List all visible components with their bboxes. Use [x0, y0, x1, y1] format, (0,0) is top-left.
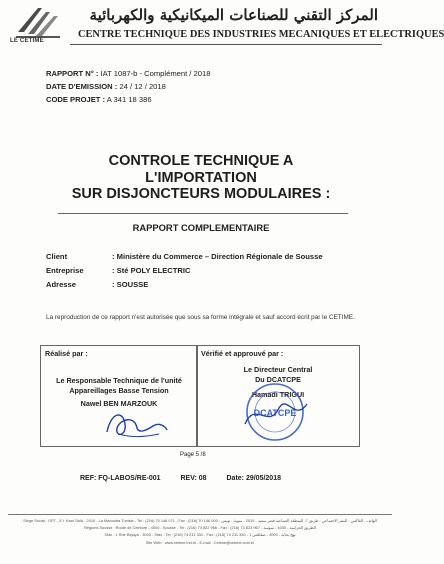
entreprise-value: : Sté POLY ELECTRIC [112, 266, 191, 275]
footer-line-2: Régions Sousse : Route de Ceinture - 4000 - Sousse - Tel : (216) 73 822 966 - Fax : (216) 73 823 967 - الطريق الحزامية - 4000 - سوسة [84, 525, 316, 530]
project-code-value: A 341 18 386 [106, 95, 152, 104]
adresse-value: : SOUSSE [112, 280, 149, 289]
footer-line-3: Sfax : 1 Rue Bejaya - 3000 - Sfax - Tel : (216) 74 211 331 - Fax : (216) 74 211 330 - 1 نهج بجاية - 3000 - صفاقس [104, 532, 296, 537]
emission-date-value: 24 / 12 / 2018 [119, 82, 166, 91]
realise-par-role [41, 376, 197, 395]
logo-caption: LE CETIME [10, 38, 44, 44]
footer-line-4: Site Web : www.cetime.ind.tn - E-mail : Cetime@cetime.com.tn [145, 540, 255, 545]
realise-par-header: Réalisé par : [45, 349, 88, 358]
page-number: Page 5 /8 [180, 452, 206, 458]
revision: REV: 08 [180, 475, 207, 482]
title-line-1: CONTROLE TECHNIQUE A [108, 153, 294, 169]
client-value: : Ministère du Commerce – Direction Régionale de Sousse [112, 252, 323, 261]
svg-text:DCATCPE: DCATCPE [253, 408, 297, 418]
verifie-par-header: Vérifié et approuvé par : [201, 349, 284, 358]
title-line-2: L'IMPORTATION [145, 169, 257, 186]
emission-date-row [46, 80, 210, 93]
document-subtitle: RAPPORT COMPLEMENTAIRE [132, 222, 270, 233]
report-meta [46, 67, 210, 106]
title-line-3: SUR DISJONCTEURS MODULAIRES : [71, 186, 331, 202]
entreprise-label: Entreprise [46, 266, 84, 275]
report-number-row [46, 67, 210, 80]
organization-name: CENTRE TECHNIQUE DES INDUSTRIES MECANIQUES ET ELECTRIQUES [78, 29, 444, 40]
footer-line-1: Siège Social : GP7 - Z.I. Ksar Saïd - 2010 - La Manouba Tunisie - Tel : (216) 70 146 071 - Fax : (216) 70 146 000 - الهاتف - الفاكس - المقر الاجتماعي : طريق 7، المنطقة الصناعية قصر سعيد - 2010 - منوبة - تونس [23, 518, 377, 523]
arabic-organization-name: المركز التقني للصناعات الميكانيكية والكهربائية [89, 6, 378, 24]
document-reference [80, 475, 299, 482]
project-code-row [46, 93, 210, 106]
adresse-label: Adresse [46, 280, 76, 289]
reference-code: REF: FQ-LABOS/RE-001 [80, 475, 161, 482]
reference-date: Date: 29/05/2018 [226, 475, 281, 482]
verifie-par-role-line-1: Le Directeur Central [243, 365, 313, 374]
verifie-par-name: Hamadi TRIGUI [251, 390, 305, 399]
verifie-par-box [196, 345, 360, 447]
document-title [40, 153, 362, 203]
header-divider [70, 44, 382, 45]
emission-date-label: DATE D'EMISSION : [46, 82, 118, 91]
left-signature-scribble [101, 404, 171, 444]
realise-par-name: Nawel BEN MARZOUK [80, 399, 158, 408]
realise-par-role-line-1: Le Responsable Technique de l'unité [56, 376, 182, 385]
report-number-value: IAT 1087-b - Complément / 2018 [100, 69, 211, 78]
realise-par-box [40, 345, 198, 447]
dcatcpe-stamp [235, 380, 315, 444]
cetime-logo [16, 6, 60, 40]
project-code-label: CODE PROJET : [46, 95, 106, 104]
reproduction-note: La reproduction de ce rapport n'est autorisée que sous sa forme intégrale et sauf accord écrit par le CETIME. [46, 314, 355, 321]
verifie-par-role-line-2: Du DCATCPE [255, 374, 301, 384]
title-divider [58, 213, 348, 214]
footer-divider [8, 514, 392, 515]
client-label: Client [46, 252, 68, 261]
report-number-label: RAPPORT N° : [46, 69, 99, 78]
realise-par-role-line-2: Appareillages Basse Tension [69, 385, 169, 395]
